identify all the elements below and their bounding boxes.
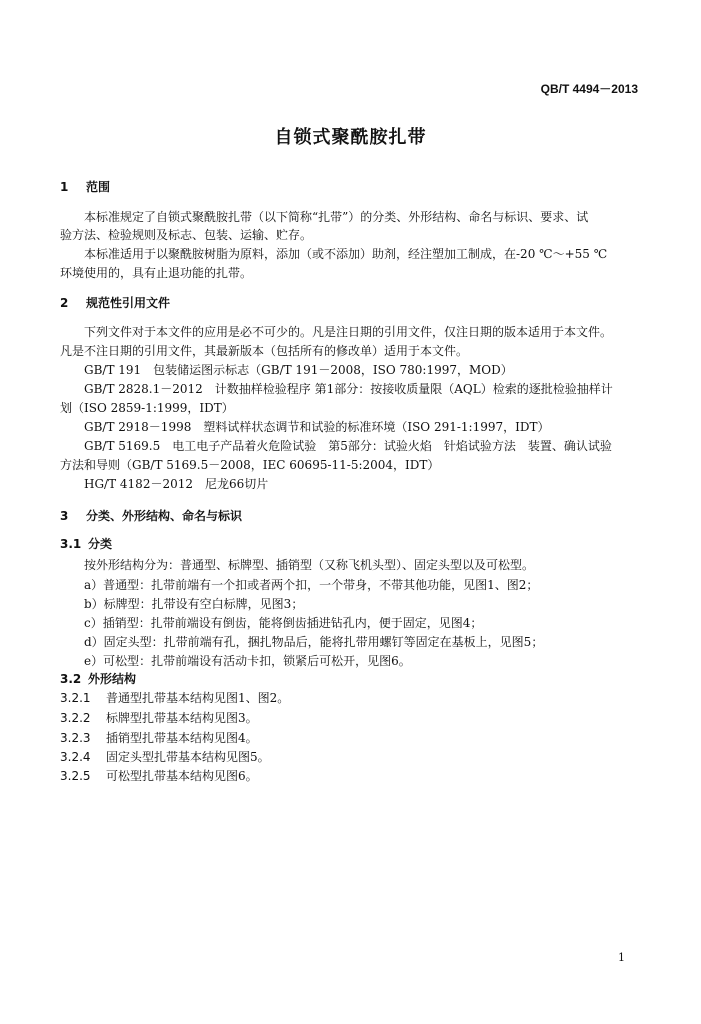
clause-number: 3.2.1 <box>60 691 91 705</box>
list-item: b）标牌型：扎带设有空白标牌，见图3； <box>84 597 304 611</box>
subsection-number: 3.2 <box>60 672 82 686</box>
list-item: d）固定头型：扎带前端有孔，捆扎物品后，能将扎带用螺钉等固定在基板上，见图5； <box>84 635 544 649</box>
clause-text: 标牌型扎带基本结构见图3。 <box>106 711 258 725</box>
document-title: 自锁式聚酰胺扎带 <box>274 127 427 148</box>
section-2-heading <box>60 294 170 311</box>
reference-item: HG/T 4182－2012 尼龙66切片 <box>84 477 269 491</box>
reference-item: GB/T 2828.1－2012 计数抽样检验程序 第1部分：按接收质量限（AQL）检索的逐批检验抽样计 <box>84 382 613 396</box>
paragraph-line: 下列文件对于本文件的应用是必不可少的。凡是注日期的引用文件，仅注日期的版本适用于本文件。 <box>84 325 613 339</box>
subsection-3-1-heading <box>60 535 112 552</box>
reference-item-cont: 划（ISO 2859-1:1999，IDT） <box>60 401 234 415</box>
paragraph-line: 本标准规定了自锁式聚酰胺扎带（以下简称“扎带”）的分类、外形结构、命名与标识、要求、试 <box>84 210 589 224</box>
reference-item: GB/T 5169.5 电工电子产品着火危险试验 第5部分：试验火焰 针焰试验方法 装置、确认试验 <box>84 439 612 453</box>
reference-item: GB/T 191 包装储运图示标志（GB/T 191－2008，ISO 780:1997，MOD） <box>84 363 513 377</box>
clause-text: 插销型扎带基本结构见图4。 <box>106 731 258 745</box>
section-1-heading <box>60 178 110 195</box>
standard-number: QB/T 4494－2013 <box>540 82 638 96</box>
list-item: a）普通型：扎带前端有一个扣或者两个扣，一个带身，不带其他功能，见图1、图2； <box>84 578 539 592</box>
clause-text: 普通型扎带基本结构见图1、图2。 <box>106 691 290 705</box>
paragraph-line: 本标准适用于以聚酰胺树脂为原料，添加（或不添加）助剂，经注塑加工制成，在-20 ℃～+55 ℃ <box>84 247 608 261</box>
clause-number: 3.2.3 <box>60 731 91 745</box>
clause-3-2-1 <box>60 689 289 706</box>
list-item: e）可松型：扎带前端设有活动卡扣，锁紧后可松开，见图6。 <box>84 654 411 668</box>
section-number: 3 <box>60 509 69 523</box>
paragraph-line: 按外形结构分为：普通型、标牌型、插销型（又称飞机头型）、固定头型以及可松型。 <box>84 558 535 572</box>
clause-3-2-5 <box>60 767 258 784</box>
clause-3-2-4 <box>60 748 270 765</box>
section-title: 规范性引用文件 <box>86 296 171 310</box>
subsection-title: 外形结构 <box>88 672 137 686</box>
clause-3-2-2 <box>60 709 258 726</box>
section-number: 2 <box>60 296 69 310</box>
section-title: 分类、外形结构、命名与标识 <box>86 509 243 523</box>
paragraph-line: 验方法、检验规则及标志、包装、运输、贮存。 <box>60 228 313 242</box>
section-number: 1 <box>60 180 69 194</box>
paragraph-line: 凡是不注日期的引用文件，其最新版本（包括所有的修改单）适用于本文件。 <box>60 344 469 358</box>
clause-3-2-3 <box>60 729 258 746</box>
page-number: 1 <box>618 951 625 964</box>
reference-item: GB/T 2918－1998 塑料试样状态调节和试验的标准环境（ISO 291-1:1997，IDT） <box>84 420 550 434</box>
clause-number: 3.2.5 <box>60 769 91 783</box>
list-item: c）插销型：扎带前端设有倒齿，能将倒齿插进钻孔内，便于固定，见图4； <box>84 616 483 630</box>
subsection-number: 3.1 <box>60 537 82 551</box>
paragraph-line: 环境使用的，具有止退功能的扎带。 <box>60 266 253 280</box>
section-title: 范围 <box>86 180 111 194</box>
clause-text: 可松型扎带基本结构见图6。 <box>106 769 258 783</box>
clause-number: 3.2.4 <box>60 750 91 764</box>
subsection-3-2-heading <box>60 670 136 687</box>
clause-number: 3.2.2 <box>60 711 91 725</box>
section-3-heading <box>60 507 242 524</box>
subsection-title: 分类 <box>88 537 113 551</box>
reference-item-cont: 方法和导则（GB/T 5169.5－2008，IEC 60695-11-5:2004，IDT） <box>60 458 440 472</box>
clause-text: 固定头型扎带基本结构见图5。 <box>106 750 270 764</box>
